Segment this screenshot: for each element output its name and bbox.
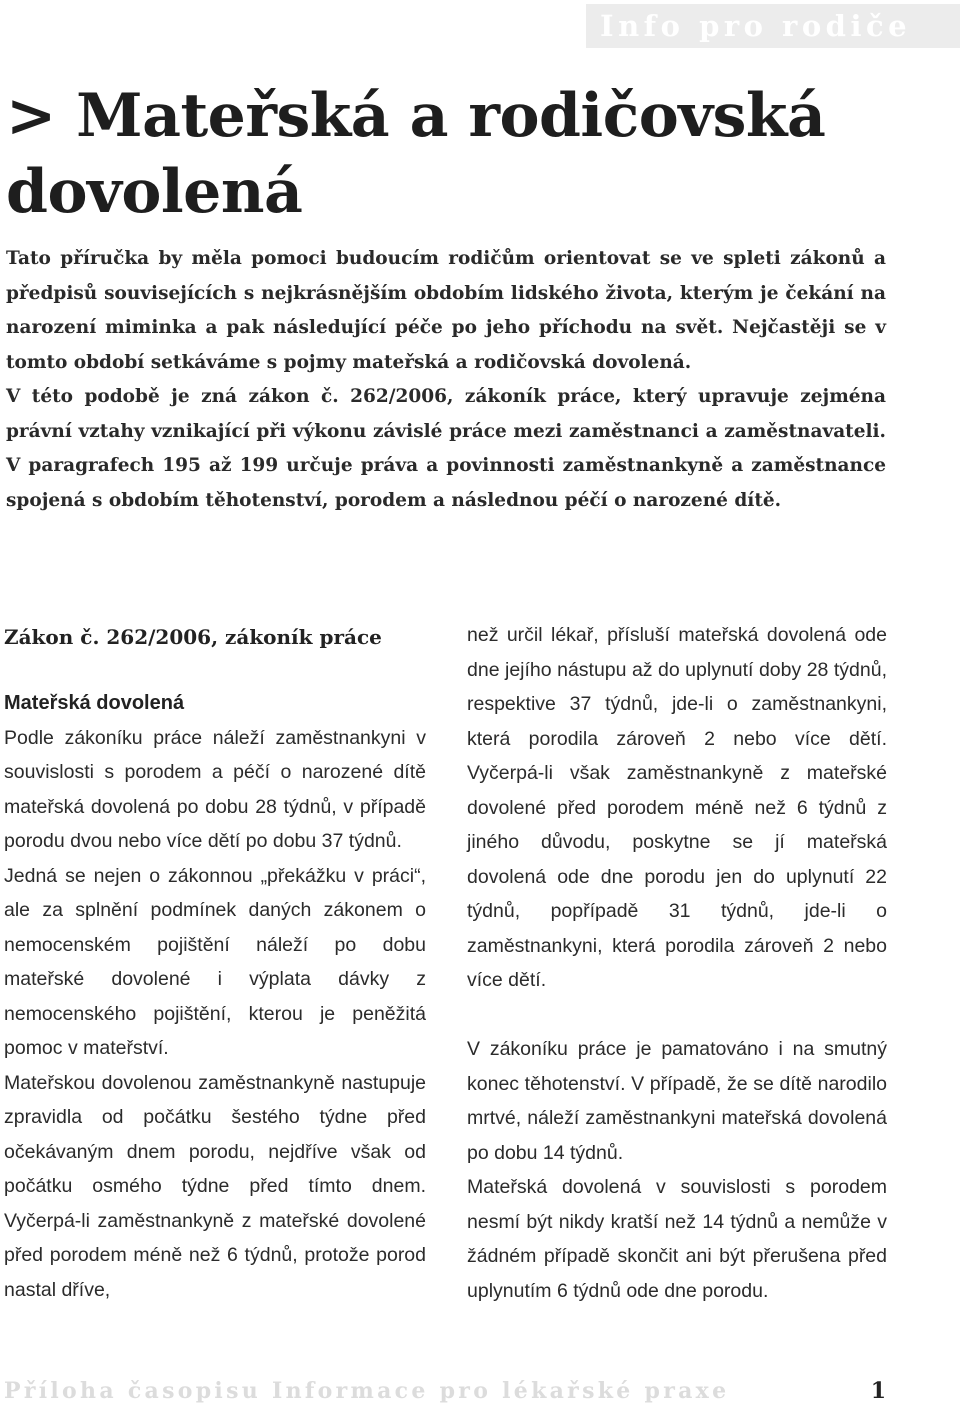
body-paragraph: V zákoníku práce je pamatováno i na smutný konec těhotenství. V případě, že se dítě narodilo mrtvé, náleží zaměstnankyni mateřská dovolená po dobu 14 týdnů. [467,1038,887,1164]
intro [6,242,886,518]
body-paragraph: Mateřskou dovolenou zaměstnankyně nastupuje zpravidla od počátku šestého týdne před očekávaným dnem porodu, nejdříve však od počátku osmého týdne před tímto dnem. Vyčerpá-li zaměstnankyně z mateřské dovolené před porodem méně než 6 týdnů, protože porod nastal dříve, [4,1071,426,1301]
intro-paragraph: Tato příručka by měla pomoci budoucím rodičům orientovat se ve spleti zákonů a předpisů souvisejících s nejkrásnějším obdobím lidského života, kterým je čekání na narození miminka a pak následující péče po jeho příchodu na svět. Nejčastěji se v tomto období setkáváme s pojmy mateřská a rodičovská dovolená. [6,248,886,373]
left-body [4,721,426,1308]
body-paragraph: Podle zákoníku práce náleží zaměstnankyni v souvislosti s porodem a péčí o narozené dítě mateřská dovolená po dobu 28 týdnů, v případě porodu dvou nebo více dětí po dobu 37 týdnů. [4,726,426,852]
section-badge: Info pro rodiče [586,4,960,48]
footer-text: Příloha časopisu Informace pro lékařské praxe [4,1378,730,1404]
page-title: > Mateřská a rodičovská dovolená [6,81,826,227]
right-column [467,618,887,1308]
right-body [467,618,887,1308]
body-paragraph: Jedná se nejen o zákonnou „překážku v práci“, ale za splnění podmínek daných zákonem o nemocenském pojištění náleží po dobu mateřské dovolené i výplata dávky z nemocenského pojištění, kterou je peněžitá pomoc v mateřství. [4,864,426,1059]
left-column [4,618,426,1307]
section-title: Zákon č. 262/2006, zákoník práce [4,625,382,649]
subheading: Mateřská dovolená [4,692,185,714]
intro-paragraph: V této podobě je zná zákon č. 262/2006, zákoník práce, který upravuje zejména právní vztahy vznikající při výkonu závislé práce mezi zaměstnanci a zaměstnavateli. V paragrafech 195 až 199 určuje práva a povinnosti zaměstnankyně a zaměstnance spojená s obdobím těhotenství, porodem a následnou péčí o narozené dítě. [6,386,886,511]
body-paragraph: Mateřská dovolená v souvislosti s porodem nesmí být nikdy kratší než 14 týdnů a nemůže v žádném případě skončit ani být přerušena před uplynutím 6 týdnů ode dne porodu. [467,1176,887,1302]
page-number: 1 [870,1378,886,1404]
body-paragraph: než určil lékař, přísluší mateřská dovolená ode dne jejího nástupu až do uplynutí doby 28 týdnů, respektive 37 týdnů, jde-li o zaměstnankyni, která porodila zároveň 2 nebo více dětí. Vyčerpá-li však zaměstnankyně z mateřské dovolené před porodem méně než 6 týdnů z jiného důvodu, poskytne se jí mateřská dovolená ode dne porodu jen do uplynutí 22 týdnů, popřípadě 31 týdnů, jde-li o zaměstnankyni, která porodila zároveň 2 nebo více dětí. [467,624,887,991]
